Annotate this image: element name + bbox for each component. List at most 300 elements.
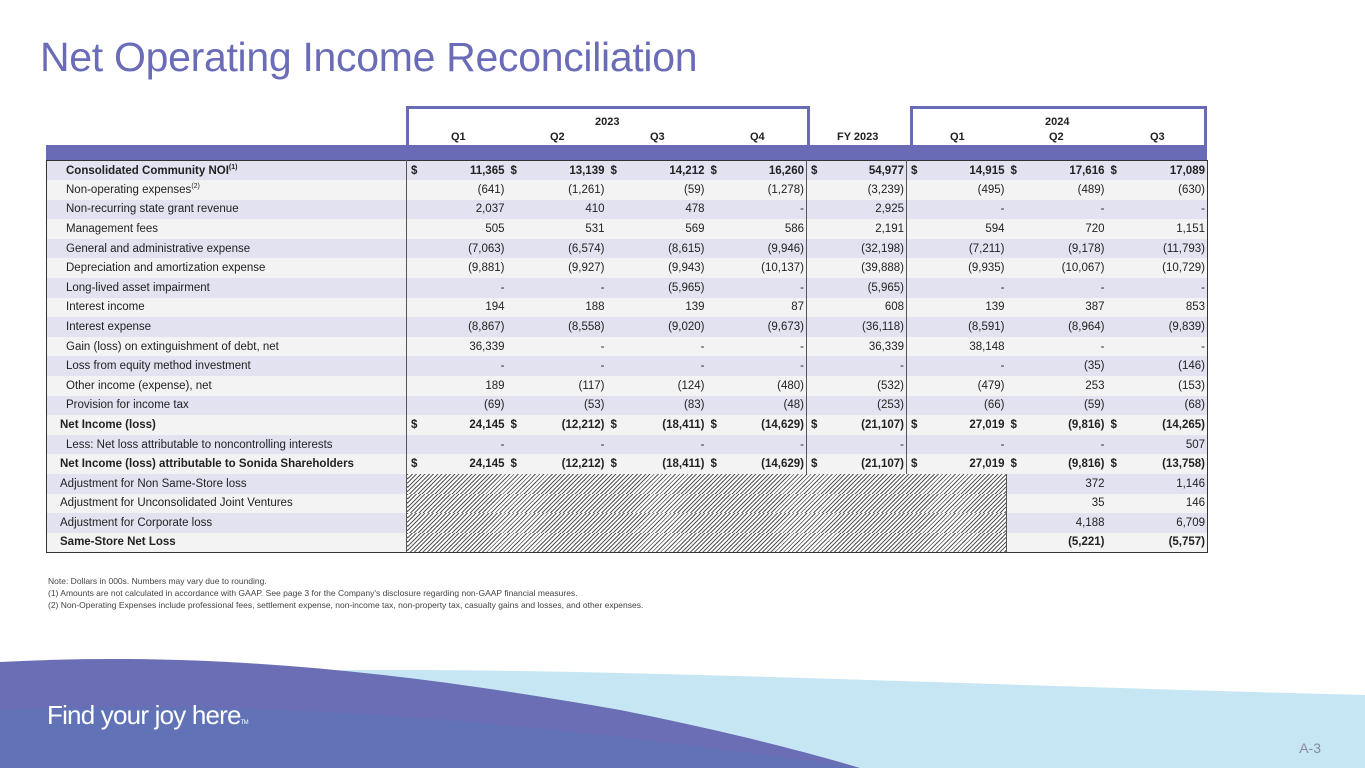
table-row: [47, 415, 1208, 435]
row-label: Net Income (loss) attributable to Sonida Shareholders: [47, 454, 407, 474]
row-value: (532): [829, 376, 907, 396]
dollar-sign-cell: [907, 317, 929, 337]
row-value: -: [1029, 200, 1107, 220]
row-value: 569: [629, 219, 707, 239]
page-number: A-3: [1299, 740, 1321, 756]
dollar-sign-cell: [907, 239, 929, 259]
row-value: 11,365: [429, 161, 507, 181]
dollar-sign-cell: [1007, 278, 1029, 298]
hatched-not-applicable-area: [407, 513, 1007, 533]
dollar-sign-cell: [707, 278, 729, 298]
table-row: [47, 161, 1208, 181]
dollar-sign-cell: [807, 396, 829, 416]
dollar-sign-cell: [407, 239, 429, 259]
dollar-sign-cell: [1007, 356, 1029, 376]
row-label: Loss from equity method investment: [47, 356, 407, 376]
row-label: Adjustment for Non Same-Store loss: [47, 474, 407, 494]
row-value: 14,212: [629, 161, 707, 181]
row-value: 608: [829, 298, 907, 318]
row-value: 27,019: [929, 415, 1007, 435]
row-value: (10,729): [1129, 258, 1208, 278]
row-value: 13,139: [529, 161, 607, 181]
dollar-sign-cell: [907, 376, 929, 396]
dollar-sign-cell: [407, 200, 429, 220]
row-value: (8,964): [1029, 317, 1107, 337]
row-value: -: [1029, 278, 1107, 298]
dollar-sign-cell: [1107, 278, 1129, 298]
dollar-sign-cell: [1007, 239, 1029, 259]
table-row: [47, 454, 1208, 474]
row-value: -: [629, 337, 707, 357]
table-row: [47, 180, 1208, 200]
dollar-sign-cell: [907, 219, 929, 239]
row-value: 2,191: [829, 219, 907, 239]
row-label: Non-operating expenses$^{(2)}$: [47, 180, 407, 200]
table-header-bar: [46, 145, 1207, 160]
row-value: (18,411): [629, 415, 707, 435]
dollar-sign-cell: [1007, 298, 1029, 318]
row-value: 17,616: [1029, 161, 1107, 181]
dollar-sign-cell: $: [807, 454, 829, 474]
dollar-sign-cell: [907, 396, 929, 416]
row-value: -: [529, 435, 607, 455]
row-value: (59): [1029, 396, 1107, 416]
row-label: General and administrative expense: [47, 239, 407, 259]
row-value: 253: [1029, 376, 1107, 396]
row-value: (36,118): [829, 317, 907, 337]
row-value: 387: [1029, 298, 1107, 318]
row-value: 36,339: [429, 337, 507, 357]
dollar-sign-cell: [707, 376, 729, 396]
dollar-sign-cell: $: [1007, 161, 1029, 181]
dollar-sign-cell: [807, 317, 829, 337]
dollar-sign-cell: [707, 298, 729, 318]
row-value: (9,946): [729, 239, 807, 259]
table-row: [47, 376, 1208, 396]
row-value: 24,145: [429, 415, 507, 435]
row-value: 372: [1029, 474, 1107, 494]
dollar-sign-cell: [707, 396, 729, 416]
dollar-sign-cell: [507, 376, 529, 396]
dollar-sign-cell: $: [907, 454, 929, 474]
row-value: -: [929, 200, 1007, 220]
dollar-sign-cell: [607, 278, 629, 298]
row-value: (66): [929, 396, 1007, 416]
row-value: -: [1129, 200, 1208, 220]
row-value: 531: [529, 219, 607, 239]
row-value: 478: [629, 200, 707, 220]
hatched-not-applicable-area: [407, 533, 1007, 553]
dollar-sign-cell: [1107, 258, 1129, 278]
row-value: 853: [1129, 298, 1208, 318]
row-value: (18,411): [629, 454, 707, 474]
row-value: 16,260: [729, 161, 807, 181]
row-value: 14,915: [929, 161, 1007, 181]
dollar-sign-cell: [407, 317, 429, 337]
row-value: -: [1029, 435, 1107, 455]
dollar-sign-cell: $: [807, 161, 829, 181]
row-value: 35: [1029, 494, 1107, 514]
row-value: (153): [1129, 376, 1208, 396]
row-value: (14,265): [1129, 415, 1208, 435]
row-label: Interest income: [47, 298, 407, 318]
col-header-2023-q1: Q1: [451, 131, 466, 143]
dollar-sign-cell: [907, 337, 929, 357]
row-value: (9,839): [1129, 317, 1208, 337]
dollar-sign-cell: [807, 376, 829, 396]
row-value: 146: [1129, 494, 1208, 514]
table-row: [47, 396, 1208, 416]
dollar-sign-cell: [507, 239, 529, 259]
row-value: (11,793): [1129, 239, 1208, 259]
row-value: 586: [729, 219, 807, 239]
row-label: Less: Net loss attributable to noncontrolling interests: [47, 435, 407, 455]
row-value: -: [829, 356, 907, 376]
brand-tagline: Find your joy hereTM: [47, 700, 248, 730]
row-label: Interest expense: [47, 317, 407, 337]
row-value: 24,145: [429, 454, 507, 474]
row-value: 505: [429, 219, 507, 239]
row-value: -: [1029, 337, 1107, 357]
dollar-sign-cell: $: [507, 415, 529, 435]
row-value: -: [729, 356, 807, 376]
dollar-sign-cell: [907, 356, 929, 376]
row-value: (9,816): [1029, 454, 1107, 474]
dollar-sign-cell: [1107, 317, 1129, 337]
row-value: 87: [729, 298, 807, 318]
row-value: (641): [429, 180, 507, 200]
dollar-sign-cell: $: [607, 415, 629, 435]
footnote-2: (2) Non-Operating Expenses include professional fees, settlement expense, non-income tax, non-property tax, casualty gains and losses, and other expenses.: [48, 600, 644, 610]
dollar-sign-cell: $: [907, 415, 929, 435]
dollar-sign-cell: [407, 376, 429, 396]
table-row: [47, 533, 1208, 553]
dollar-sign-cell: $: [1107, 161, 1129, 181]
row-value: (3,239): [829, 180, 907, 200]
dollar-sign-cell: [1107, 435, 1129, 455]
dollar-sign-cell: [707, 239, 729, 259]
dollar-sign-cell: [607, 337, 629, 357]
row-value: (32,198): [829, 239, 907, 259]
col-header-2024-q3: Q3: [1150, 131, 1165, 143]
dollar-sign-cell: [1007, 337, 1029, 357]
dollar-sign-cell: [507, 298, 529, 318]
row-value: (10,067): [1029, 258, 1107, 278]
dollar-sign-cell: [407, 298, 429, 318]
row-value: -: [929, 356, 1007, 376]
dollar-sign-cell: [807, 356, 829, 376]
dollar-sign-cell: $: [907, 161, 929, 181]
dollar-sign-cell: [607, 200, 629, 220]
row-value: (21,107): [829, 415, 907, 435]
dollar-sign-cell: [407, 337, 429, 357]
dollar-sign-cell: [607, 356, 629, 376]
row-value: (59): [629, 180, 707, 200]
row-value: (479): [929, 376, 1007, 396]
dollar-sign-cell: [907, 258, 929, 278]
row-value: (14,629): [729, 454, 807, 474]
row-value: (68): [1129, 396, 1208, 416]
row-value: 189: [429, 376, 507, 396]
row-value: 54,977: [829, 161, 907, 181]
row-value: (9,943): [629, 258, 707, 278]
dollar-sign-cell: [1107, 376, 1129, 396]
row-value: 36,339: [829, 337, 907, 357]
row-value: (12,212): [529, 454, 607, 474]
footnotes: [48, 575, 643, 611]
row-value: (39,888): [829, 258, 907, 278]
row-value: 27,019: [929, 454, 1007, 474]
row-label: Other income (expense), net: [47, 376, 407, 396]
row-value: -: [729, 337, 807, 357]
row-value: 139: [629, 298, 707, 318]
col-header-2024-q2: Q2: [1049, 131, 1064, 143]
dollar-sign-cell: [607, 258, 629, 278]
row-label: Net Income (loss): [47, 415, 407, 435]
col-header-2024-q1: Q1: [950, 131, 965, 143]
dollar-sign-cell: [1107, 200, 1129, 220]
table-row: [47, 435, 1208, 455]
row-value: -: [429, 435, 507, 455]
row-value: -: [729, 200, 807, 220]
table-row: [47, 513, 1208, 533]
row-value: 507: [1129, 435, 1208, 455]
row-value: (7,211): [929, 239, 1007, 259]
row-value: (124): [629, 376, 707, 396]
row-label: Long-lived asset impairment: [47, 278, 407, 298]
dollar-sign-cell: [1107, 239, 1129, 259]
dollar-sign-cell: [707, 219, 729, 239]
row-value: (9,020): [629, 317, 707, 337]
year-2024-label: 2024: [1045, 116, 1070, 128]
row-value: (9,673): [729, 317, 807, 337]
page-title: Net Operating Income Reconciliation: [40, 34, 698, 80]
table-row: [47, 356, 1208, 376]
row-value: (12,212): [529, 415, 607, 435]
dollar-sign-cell: [707, 200, 729, 220]
col-header-2023-q4: Q4: [750, 131, 765, 143]
row-value: -: [929, 278, 1007, 298]
row-label: Consolidated Community NOI$^{(1)}$: [47, 161, 407, 181]
dollar-sign-cell: $: [1107, 415, 1129, 435]
dollar-sign-cell: [507, 435, 529, 455]
dollar-sign-cell: [1107, 180, 1129, 200]
dollar-sign-cell: [407, 180, 429, 200]
row-label: Adjustment for Unconsolidated Joint Ventures: [47, 494, 407, 514]
dollar-sign-cell: [607, 239, 629, 259]
table-row: [47, 298, 1208, 318]
dollar-sign-cell: $: [607, 161, 629, 181]
table-row: [47, 219, 1208, 239]
row-value: (14,629): [729, 415, 807, 435]
row-value: 4,188: [1029, 513, 1107, 533]
table-row: [47, 337, 1208, 357]
row-value: -: [729, 278, 807, 298]
row-value: -: [1129, 337, 1208, 357]
dollar-sign-cell: [707, 258, 729, 278]
dollar-sign-cell: [907, 298, 929, 318]
dollar-sign-cell: [907, 180, 929, 200]
col-header-2023-q3: Q3: [650, 131, 665, 143]
row-value: (1,278): [729, 180, 807, 200]
row-value: (8,591): [929, 317, 1007, 337]
row-value: (5,221): [1029, 533, 1107, 553]
row-value: (495): [929, 180, 1007, 200]
dollar-sign-cell: $: [507, 454, 529, 474]
row-value: (146): [1129, 356, 1208, 376]
row-value: 1,151: [1129, 219, 1208, 239]
row-value: 720: [1029, 219, 1107, 239]
row-value: -: [529, 356, 607, 376]
row-value: (480): [729, 376, 807, 396]
row-value: (630): [1129, 180, 1208, 200]
dollar-sign-cell: $: [1007, 454, 1029, 474]
row-value: -: [429, 278, 507, 298]
row-label: Same-Store Net Loss: [47, 533, 407, 553]
year-2023-label: 2023: [595, 116, 620, 128]
footnote-1: (1) Amounts are not calculated in accordance with GAAP. See page 3 for the Company's disclosure regarding non-GAAP financial measures.: [48, 588, 578, 598]
dollar-sign-cell: [807, 258, 829, 278]
dollar-sign-cell: [707, 337, 729, 357]
row-value: -: [629, 356, 707, 376]
dollar-sign-cell: [607, 219, 629, 239]
row-value: 188: [529, 298, 607, 318]
row-value: -: [629, 435, 707, 455]
row-value: 38,148: [929, 337, 1007, 357]
dollar-sign-cell: [807, 298, 829, 318]
table-row: [47, 239, 1208, 259]
row-value: (9,178): [1029, 239, 1107, 259]
dollar-sign-cell: [507, 219, 529, 239]
dollar-sign-cell: $: [407, 454, 429, 474]
table-row: [47, 317, 1208, 337]
row-value: (5,965): [829, 278, 907, 298]
row-label: Provision for income tax: [47, 396, 407, 416]
row-label: Management fees: [47, 219, 407, 239]
row-value: (9,927): [529, 258, 607, 278]
table-row: [47, 474, 1208, 494]
dollar-sign-cell: $: [407, 161, 429, 181]
row-value: (35): [1029, 356, 1107, 376]
row-value: 1,146: [1129, 474, 1208, 494]
row-value: (83): [629, 396, 707, 416]
dollar-sign-cell: [907, 278, 929, 298]
table-row: [47, 200, 1208, 220]
dollar-sign-cell: [407, 278, 429, 298]
row-label: Non-recurring state grant revenue: [47, 200, 407, 220]
row-value: -: [529, 337, 607, 357]
dollar-sign-cell: [507, 180, 529, 200]
row-value: (9,935): [929, 258, 1007, 278]
dollar-sign-cell: $: [807, 415, 829, 435]
row-value: (7,063): [429, 239, 507, 259]
dollar-sign-cell: [807, 435, 829, 455]
dollar-sign-cell: [607, 180, 629, 200]
row-value: -: [829, 435, 907, 455]
dollar-sign-cell: [1007, 435, 1029, 455]
row-value: (8,558): [529, 317, 607, 337]
table-row: [47, 494, 1208, 514]
dollar-sign-cell: [607, 298, 629, 318]
dollar-sign-cell: [807, 239, 829, 259]
dollar-sign-cell: [1007, 200, 1029, 220]
dollar-sign-cell: [1107, 356, 1129, 376]
dollar-sign-cell: [1107, 337, 1129, 357]
dollar-sign-cell: [807, 219, 829, 239]
table-row: [47, 278, 1208, 298]
row-value: (1,261): [529, 180, 607, 200]
dollar-sign-cell: [607, 396, 629, 416]
row-value: (8,615): [629, 239, 707, 259]
row-value: -: [729, 435, 807, 455]
row-value: 2,925: [829, 200, 907, 220]
dollar-sign-cell: [807, 278, 829, 298]
row-value: 410: [529, 200, 607, 220]
row-value: -: [529, 278, 607, 298]
dollar-sign-cell: $: [1007, 415, 1029, 435]
dollar-sign-cell: $: [707, 454, 729, 474]
dollar-sign-cell: [707, 356, 729, 376]
row-value: -: [929, 435, 1007, 455]
dollar-sign-cell: [1007, 317, 1029, 337]
dollar-sign-cell: $: [707, 161, 729, 181]
row-label: Gain (loss) on extinguishment of debt, net: [47, 337, 407, 357]
row-label: Adjustment for Corporate loss: [47, 513, 407, 533]
row-value: (9,816): [1029, 415, 1107, 435]
row-value: -: [1129, 278, 1208, 298]
dollar-sign-cell: [407, 219, 429, 239]
dollar-sign-cell: [507, 396, 529, 416]
dollar-sign-cell: [907, 435, 929, 455]
dollar-sign-cell: [607, 435, 629, 455]
row-value: 2,037: [429, 200, 507, 220]
dollar-sign-cell: [507, 200, 529, 220]
row-value: (69): [429, 396, 507, 416]
dollar-sign-cell: [407, 356, 429, 376]
dollar-sign-cell: [1107, 219, 1129, 239]
dollar-sign-cell: [407, 258, 429, 278]
col-header-fy2023: FY 2023: [837, 131, 879, 143]
row-value: (6,574): [529, 239, 607, 259]
row-value: (13,758): [1129, 454, 1208, 474]
row-label: Depreciation and amortization expense: [47, 258, 407, 278]
dollar-sign-cell: $: [707, 415, 729, 435]
row-value: -: [429, 356, 507, 376]
row-value: (5,965): [629, 278, 707, 298]
row-value: (489): [1029, 180, 1107, 200]
reconciliation-table: [46, 160, 1208, 553]
dollar-sign-cell: [907, 200, 929, 220]
dollar-sign-cell: [507, 337, 529, 357]
dollar-sign-cell: [707, 317, 729, 337]
dollar-sign-cell: $: [407, 415, 429, 435]
dollar-sign-cell: $: [507, 161, 529, 181]
dollar-sign-cell: [707, 435, 729, 455]
row-value: 194: [429, 298, 507, 318]
row-value: (53): [529, 396, 607, 416]
row-value: 139: [929, 298, 1007, 318]
hatched-not-applicable-area: [407, 474, 1007, 494]
row-value: (9,881): [429, 258, 507, 278]
footnote-note: Note: Dollars in 000s. Numbers may vary due to rounding.: [48, 576, 267, 586]
row-value: 6,709: [1129, 513, 1208, 533]
dollar-sign-cell: [1007, 219, 1029, 239]
dollar-sign-cell: [507, 258, 529, 278]
table-row: [47, 258, 1208, 278]
dollar-sign-cell: [707, 180, 729, 200]
dollar-sign-cell: [607, 376, 629, 396]
hatched-not-applicable-area: [407, 494, 1007, 514]
